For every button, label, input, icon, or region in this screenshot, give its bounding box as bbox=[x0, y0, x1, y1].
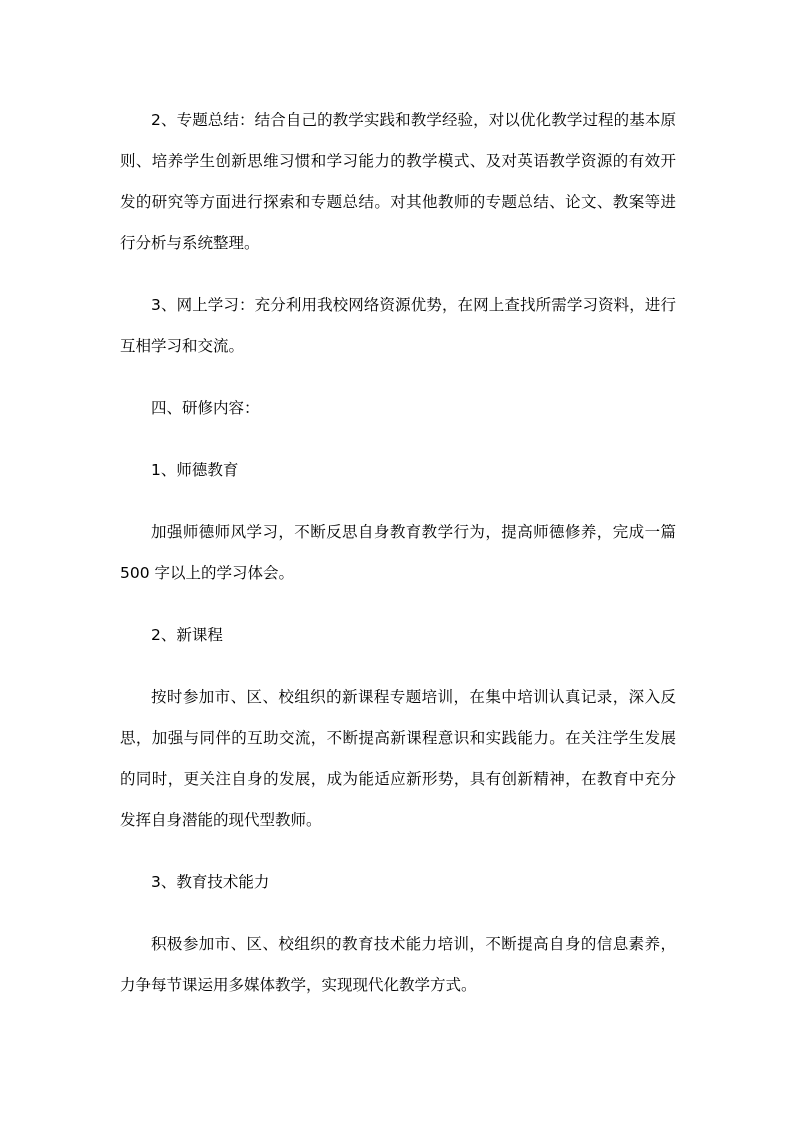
heading-training-content: 四、研修内容： bbox=[151, 399, 260, 417]
heading-teacher-ethics: 1、师德教育 bbox=[151, 461, 239, 479]
document-body bbox=[120, 100, 676, 1006]
paragraph-education-technology: 积极参加市、区、校组织的教育技术能力培训，不断提高自身的信息素养，力争每节课运用多媒体教学，实现现代化教学方式。 bbox=[120, 935, 676, 994]
paragraph-teacher-ethics: 加强师德师风学习，不断反思自身教育教学行为，提高师德修养，完成一篇 500 字以上的学习体会。 bbox=[120, 523, 676, 582]
paragraph-special-summary: 2、专题总结：结合自己的教学实践和教学经验，对以优化教学过程的基本原则、培养学生创新思维习惯和学习能力的教学模式、及对英语教学资源的有效开发的研究等方面进行探索和专题总结。对其他教师的专题总结、论文、教案等进行分析与系统整理。 bbox=[120, 111, 676, 252]
heading-education-technology: 3、教育技术能力 bbox=[151, 873, 270, 891]
paragraph-online-learning: 3、网上学习：充分利用我校网络资源优势，在网上查找所需学习资料，进行互相学习和交流。 bbox=[120, 296, 676, 355]
heading-new-curriculum: 2、新课程 bbox=[151, 626, 223, 644]
paragraph-new-curriculum: 按时参加市、区、校组织的新课程专题培训，在集中培训认真记录，深入反思，加强与同伴的互助交流，不断提高新课程意识和实践能力。在关注学生发展的同时，更关注自身的发展，成为能适应新形势，具有创新精神，在教育中充分发挥自身潜能的现代型教师。 bbox=[120, 688, 676, 829]
